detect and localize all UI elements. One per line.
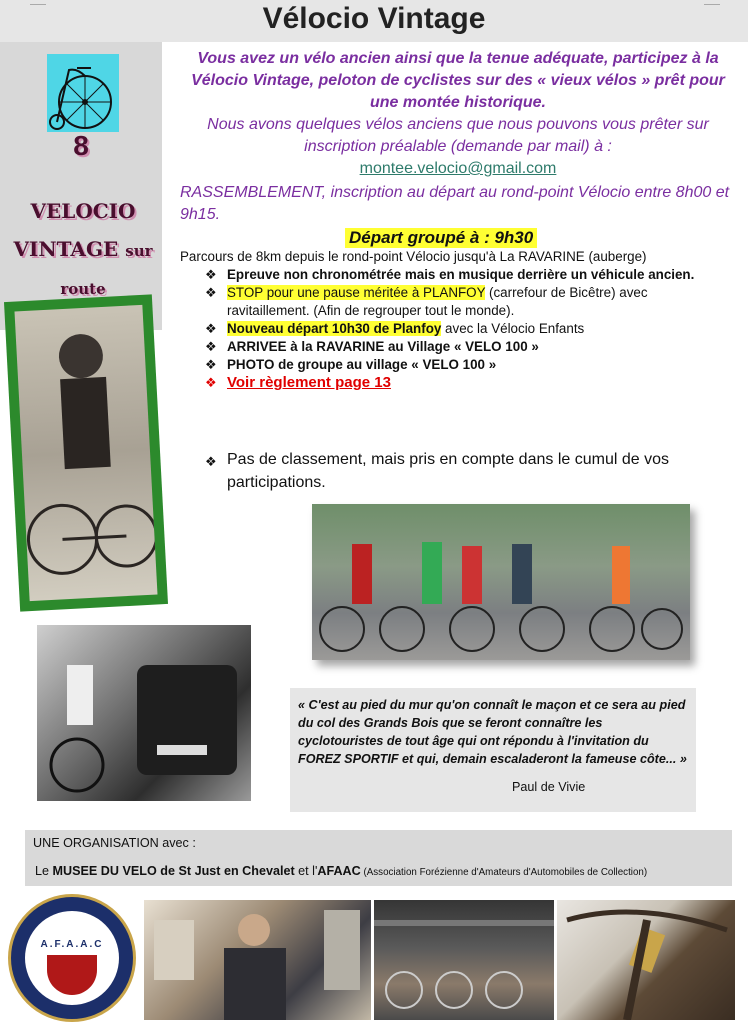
diamond-bullet-icon: ❖ <box>205 285 217 300</box>
intro-line2: Nous avons quelques vélos anciens que nous pouvons vous prêter sur inscription préalable (demande par mail) à : <box>207 116 709 155</box>
vintage-car-cyclist-photo <box>37 625 251 801</box>
depart-time: Départ groupé à : 9h30 <box>345 228 537 248</box>
quote-box <box>290 688 696 812</box>
list-item: ❖ PHOTO de groupe au village « VELO 100 » <box>205 357 497 372</box>
quote-author: Paul de Vivie <box>512 780 586 794</box>
diamond-bullet-icon: ❖ <box>205 339 217 354</box>
email-link[interactable]: montee.velocio@gmail.com <box>359 160 557 177</box>
photo-content <box>14 305 157 601</box>
organisation-line: Le MUSEE DU VELO de St Just en Chevalet et l'AFAAC (Association Forézienne d'Amateurs d'Automobiles de Collection) <box>35 864 648 878</box>
page-title: Vélocio Vintage <box>262 2 486 35</box>
bike-closeup-photo <box>557 900 735 1020</box>
edition-number: 8 <box>73 130 89 161</box>
side-title-line3: route <box>60 280 106 298</box>
list-item: ❖ STOP pour une pause méritée à PLANFOY (carrefour de Bicêtre) avec ravitaillement. (Afin de regrouper tout le monde). <box>205 285 648 318</box>
side-title-line2: VINTAGE sur <box>13 237 153 261</box>
diamond-bullet-icon: ❖ <box>205 267 217 282</box>
diamond-bullet-icon: ❖ <box>205 357 217 372</box>
afaac-logo <box>8 894 136 1022</box>
reglement-link[interactable]: Voir règlement page 13 <box>227 374 391 391</box>
diamond-bullet-icon: ❖ <box>205 454 217 469</box>
rally-text: RASSEMBLEMENT, inscription au départ au rond-point Vélocio entre 8h00 et 9h15. <box>180 184 730 223</box>
side-title-line1: VELOCIO <box>30 199 136 223</box>
penny-farthing-icon <box>47 54 119 132</box>
afaac-logo-inner <box>25 911 119 1005</box>
group-cyclists-photo <box>312 504 690 660</box>
afaac-logo-text: A.F.A.A.C <box>40 939 104 950</box>
shield-icon <box>47 955 97 995</box>
side-title <box>8 192 158 308</box>
list-item: ❖ Epreuve non chronométrée mais en musique derrière un véhicule ancien. <box>205 267 695 282</box>
organisation-box <box>25 830 732 886</box>
quote-text: « C'est au pied du mur qu'on connaît le maçon et ce sera au pied du col des Grands Bois que se feront connaître les cyclotouristes de tout âge qui ont répondu à l'invitation du FOREZ SPORTIF et qui, demain escaladeront la fameuse côte... » Paul de Vivie <box>298 698 687 794</box>
museum-man-photo <box>144 900 371 1020</box>
list-item: ❖ Nouveau départ 10h30 de Planfoy avec la Vélocio Enfants <box>205 321 585 336</box>
info-list <box>205 266 725 392</box>
diamond-bullet-icon: ❖ <box>205 321 217 336</box>
organisation-label: UNE ORGANISATION avec : <box>33 836 196 850</box>
diamond-bullet-icon: ❖ <box>205 375 217 390</box>
list-item <box>205 374 725 392</box>
vintage-cyclist-photo <box>4 294 168 611</box>
intro-text <box>180 48 736 180</box>
list-item: ❖ ARRIVEE à la RAVARINE au Village « VELO 100 » <box>205 339 539 354</box>
extra-note: ❖ Pas de classement, mais pris en compte dans le cumul de vos participations. <box>205 451 669 491</box>
route-text: Parcours de 8km depuis le rond-point Vélocio jusqu'à La RAVARINE (auberge) <box>180 249 647 264</box>
left-panel <box>0 42 162 330</box>
intro-line1: Vous avez un vélo ancien ainsi que la tenue adéquate, participez à la Vélocio Vintage, peloton de cyclistes sur des « vieux vélos » prêt pour une montée historique. <box>191 50 725 111</box>
museum-bikes-photo <box>374 900 554 1020</box>
